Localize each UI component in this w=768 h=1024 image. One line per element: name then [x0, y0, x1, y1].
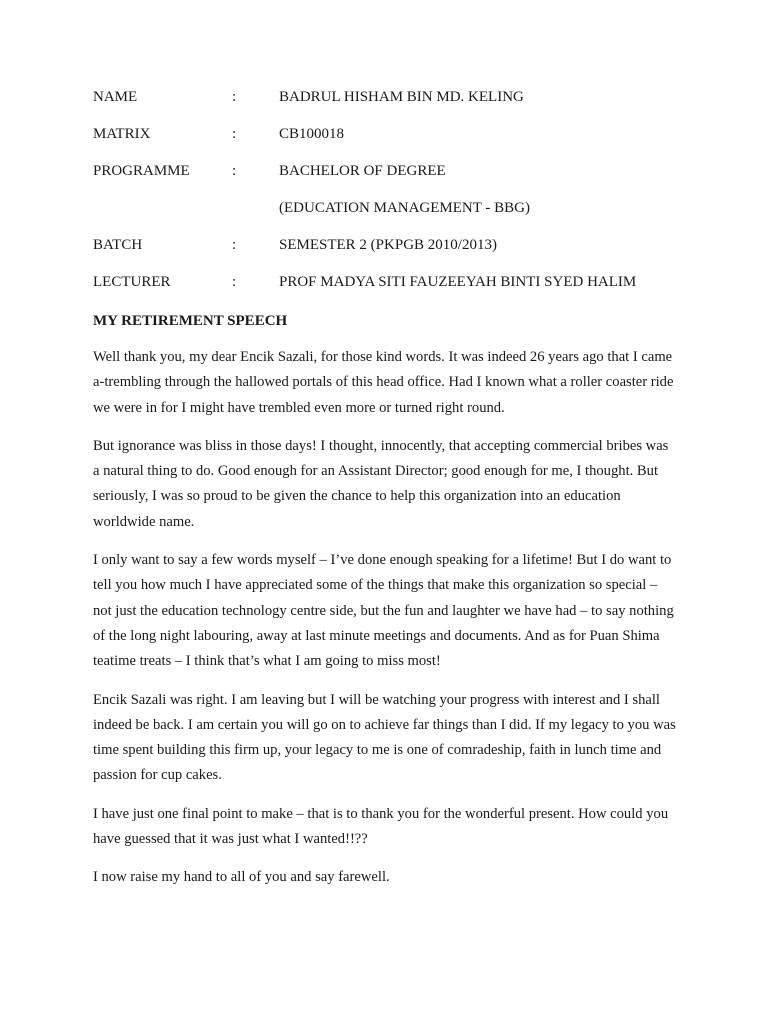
info-value: PROF MADYA SITI FAUZEEYAH BINTI SYED HALIM	[279, 274, 637, 290]
info-value: CB100018	[279, 126, 345, 142]
student-info-block	[93, 87, 693, 309]
info-label: NAME	[93, 89, 138, 105]
info-row-name	[93, 87, 693, 124]
info-label: MATRIX	[93, 126, 151, 142]
info-colon: :	[232, 89, 237, 105]
speech-paragraph: Well thank you, my dear Encik Sazali, for those kind words. It was indeed 26 years ago that I came a-trembling through the hallowed portals of this head office. Had I known what a roller coaster ride we were in for I might have trembled even more or turned right round.	[93, 349, 674, 416]
info-row-programme	[93, 161, 693, 198]
speech-paragraph: Encik Sazali was right. I am leaving but I will be watching your progress with interest and I shall indeed be back. I am certain you will go on to achieve far things than I did. If my legacy to you was time spent building this firm up, your legacy to me is one of comradeship, faith in lunch time and passion for cup cakes.	[93, 691, 676, 784]
speech-paragraph: But ignorance was bliss in those days! I thought, innocently, that accepting commercial bribes was a natural thing to do. Good enough for an Assistant Director; good enough for me, I thought. But seriously, I was so proud to be given the chance to help this organization into an education worldwide name.	[93, 437, 669, 530]
info-label: LECTURER	[93, 274, 171, 290]
info-label: BATCH	[93, 237, 143, 253]
info-row-programme-continued	[93, 198, 693, 235]
info-colon: :	[232, 126, 237, 142]
speech-paragraph: I have just one final point to make – that is to thank you for the wonderful present. How could you have guessed that it was just what I wanted!!??	[93, 805, 669, 848]
info-value: BACHELOR OF DEGREE	[279, 163, 446, 179]
info-value: (EDUCATION MANAGEMENT - BBG)	[279, 200, 530, 216]
info-value: BADRUL HISHAM BIN MD. KELING	[279, 89, 524, 105]
info-row-batch	[93, 235, 693, 272]
speech-paragraph: I only want to say a few words myself – I’ve done enough speaking for a lifetime! But I do want to tell you how much I have appreciated some of the things that make this organization so special – not just the education technology centre side, but the fun and laughter we have had – to say nothing of the long night labouring, away at last minute meetings and documents. And as for Puan Shima teatime treats – I think that’s what I am going to miss most!	[93, 552, 674, 670]
info-row-matrix	[93, 124, 693, 161]
info-colon: :	[232, 163, 237, 179]
info-colon: :	[232, 237, 237, 253]
info-value: SEMESTER 2 (PKPGB 2010/2013)	[279, 237, 497, 253]
info-colon: :	[232, 274, 237, 290]
info-label: PROGRAMME	[93, 163, 190, 179]
speech-body	[93, 345, 677, 904]
speech-heading: MY RETIREMENT SPEECH	[93, 313, 288, 329]
speech-paragraph: I now raise my hand to all of you and say farewell.	[93, 869, 390, 886]
info-row-lecturer	[93, 272, 693, 309]
